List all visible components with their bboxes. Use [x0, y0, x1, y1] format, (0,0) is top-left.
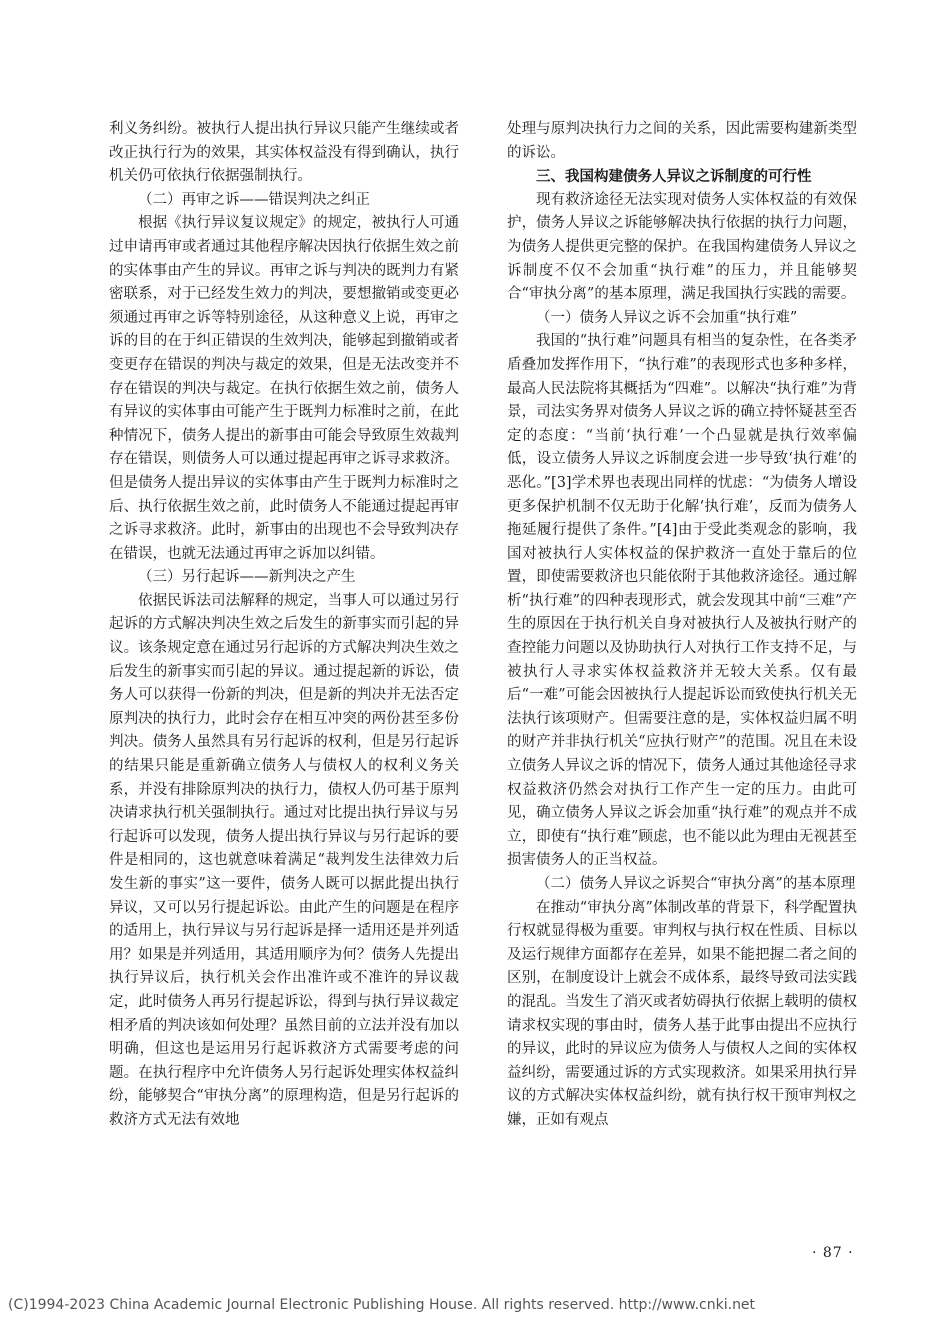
page-number: · 87 ·: [812, 1245, 854, 1261]
copyright-footer: (C)1994-2023 China Academic Journal Electronic Publishing House. All rights reserved. http://www.cnki.net: [8, 1297, 756, 1313]
right-column: [507, 118, 857, 1133]
section-heading-retrial: （二）再审之诉——错误判决之纠正: [138, 191, 370, 208]
paragraph: 现有救济途径无法实现对债务人实体权益的有效保护，债务人异议之诉能够解决执行依据的执行力问题，为债务人提供更完整的保护。在我国构建债务人异议之诉制度不仅不会加重“执行难”的压力，并且能够契合“审执分离”的基本原理，满足我国执行实践的需要。: [507, 191, 857, 303]
section-heading-new-suit: （三）另行起诉——新判决之产生: [138, 569, 356, 586]
paragraph: 依据民诉法司法解释的规定，当事人可以通过另行起诉的方式解决判决生效之后发生的新事实而引起的异议。该条规定意在通过另行起诉的方式解决判决生效之后发生的新事实而引起的异议。通过提起新的诉讼，债务人可以获得一份新的判决，但是新的判决并无法否定原判决的执行力，此时会存在相互冲突的两份甚至多份判决。债务人虽然具有另行起诉的权利，但是另行起诉的结果只能是重新确立债务人与债权人的权利义务关系，并没有排除原判决的执行力，债权人仍可基于原判决请求执行机关强制执行。通过对比提出执行异议与另行起诉可以发现，债务人提出执行异议与另行起诉的要件是相同的，这也就意味着满足“裁判发生法律效力后发生新的事实”这一要件，债务人既可以据此提出执行异议，又可以另行提起诉讼。由此产生的问题是在程序的适用上，执行异议与另行起诉是择一适用还是并列适用？如果是并列适用，其适用顺序为何？债务人先提出执行异议后，执行机关会作出准许或不准许的异议裁定，此时债务人再另行提起诉讼，得到与执行异议裁定相矛盾的判决该如何处理？虽然目前的立法并没有加以明确，但这也是运用另行起诉救济方式需要考虑的问题。在执行程序中允许债务人另行起诉处理实体权益纠纷，能够契合“审执分离”的原理构造，但是另行起诉的救济方式无法有效地: [109, 592, 459, 1128]
main-section-heading: 三、我国构建债务人异议之诉制度的可行性: [536, 168, 812, 186]
left-column: [109, 118, 459, 1133]
section-heading-enforcement-difficulty: （一）债务人异议之诉不会加重“执行难”: [536, 309, 798, 326]
paragraph: 我国的“执行难”问题具有相当的复杂性，在各类矛盾叠加发挥作用下，“执行难”的表现形式也多种多样，最高人民法院将其概括为“四难”。以解决“执行难”为背景，司法实务界对债务人异议之诉的确立持怀疑甚至否定的态度：“当前‘执行难’一个凸显就是执行效率偏低，设立债务人异议之诉制度会进一步导致‘执行难’的恶化。”[3]学术界也表现出同样的忧虑：“为债务人增设更多保护机制不仅无助于化解‘执行难’，反而为债务人拖延履行提供了条件。”[4]由于受此类观念的影响，我国对被执行人实体权益的保护救济一直处于靠后的位置，即使需要救济也只能依附于其他救济途径。通过解析“执行难”的四种表现形式，就会发现其中前“三难”产生的原因在于执行机关自身对被执行人及被执行财产的查控能力问题以及协助执行人对执行工作支持不足，与被执行人寻求实体权益救济并无较大关系。仅有最后“一难”可能会因被执行人提起诉讼而致使执行机关无法执行该项财产。但需要注意的是，实体权益归属不明的财产并非执行机关“应执行财产”的范围。况且在未设立债务人异议之诉的情况下，债务人通过其他途径寻求权益救济仍然会对执行工作产生一定的压力。由此可见，确立债务人异议之诉会加重“执行难”的观点并不成立，即使有“执行难”顾虑，也不能以此为理由无视甚至损害债务人的正当权益。: [507, 333, 857, 869]
paragraph-continuation: 利义务纠纷。被执行人提出执行异议只能产生继续或者改正执行行为的效果，其实体权益没有得到确认，执行机关仍可依执行依据强制执行。: [109, 121, 459, 185]
section-heading-separation: （二）债务人异议之诉契合“审执分离”的基本原理: [536, 876, 856, 892]
paragraph-continuation: 处理与原判决执行力之间的关系，因此需要构建新类型的诉讼。: [507, 121, 857, 161]
paragraph: 根据《执行异议复议规定》的规定，被执行人可通过申请再审或者通过其他程序解决因执行依据生效之前的实体事由产生的异议。再审之诉与判决的既判力有紧密联系，对于已经发生效力的判决，要想撤销或变更必须通过再审之诉等特别途径，从这种意义上说，再审之诉的目的在于纠正错误的生效判决，能够起到撤销或者变更存在错误的判决与裁定的效果，但是无法改变并不存在错误的判决与裁定。在执行依据生效之前，债务人有异议的实体事由可能产生于既判力标准时之前，在此种情况下，债务人提出的新事由可能会导致原生效裁判存在错误，则债务人可以通过提起再审之诉寻求救济。但是债务人提出异议的实体事由产生于既判力标准时之后、执行依据生效之前，此时债务人不能通过提起再审之诉寻求救济。此时，新事由的出现也不会导致判决存在错误，也就无法通过再审之诉加以纠错。: [109, 215, 459, 562]
paragraph: 在推动“审执分离”体制改革的背景下，科学配置执行权就显得极为重要。审判权与执行权在性质、目标以及运行规律方面都存在差异，如果不能把握二者之间的区别，在制度设计上就会不成体系，最终导致司法实践的混乱。当发生了消灭或者妨碍执行依据上载明的债权请求权实现的事由时，债务人基于此事由提出不应执行的异议，此时的异议应为债务人与债权人之间的实体权益纠纷，需要通过诉的方式实现救济。如果采用执行异议的方式解决实体权益纠纷，就有执行权干预审判权之嫌，正如有观点: [507, 899, 857, 1128]
